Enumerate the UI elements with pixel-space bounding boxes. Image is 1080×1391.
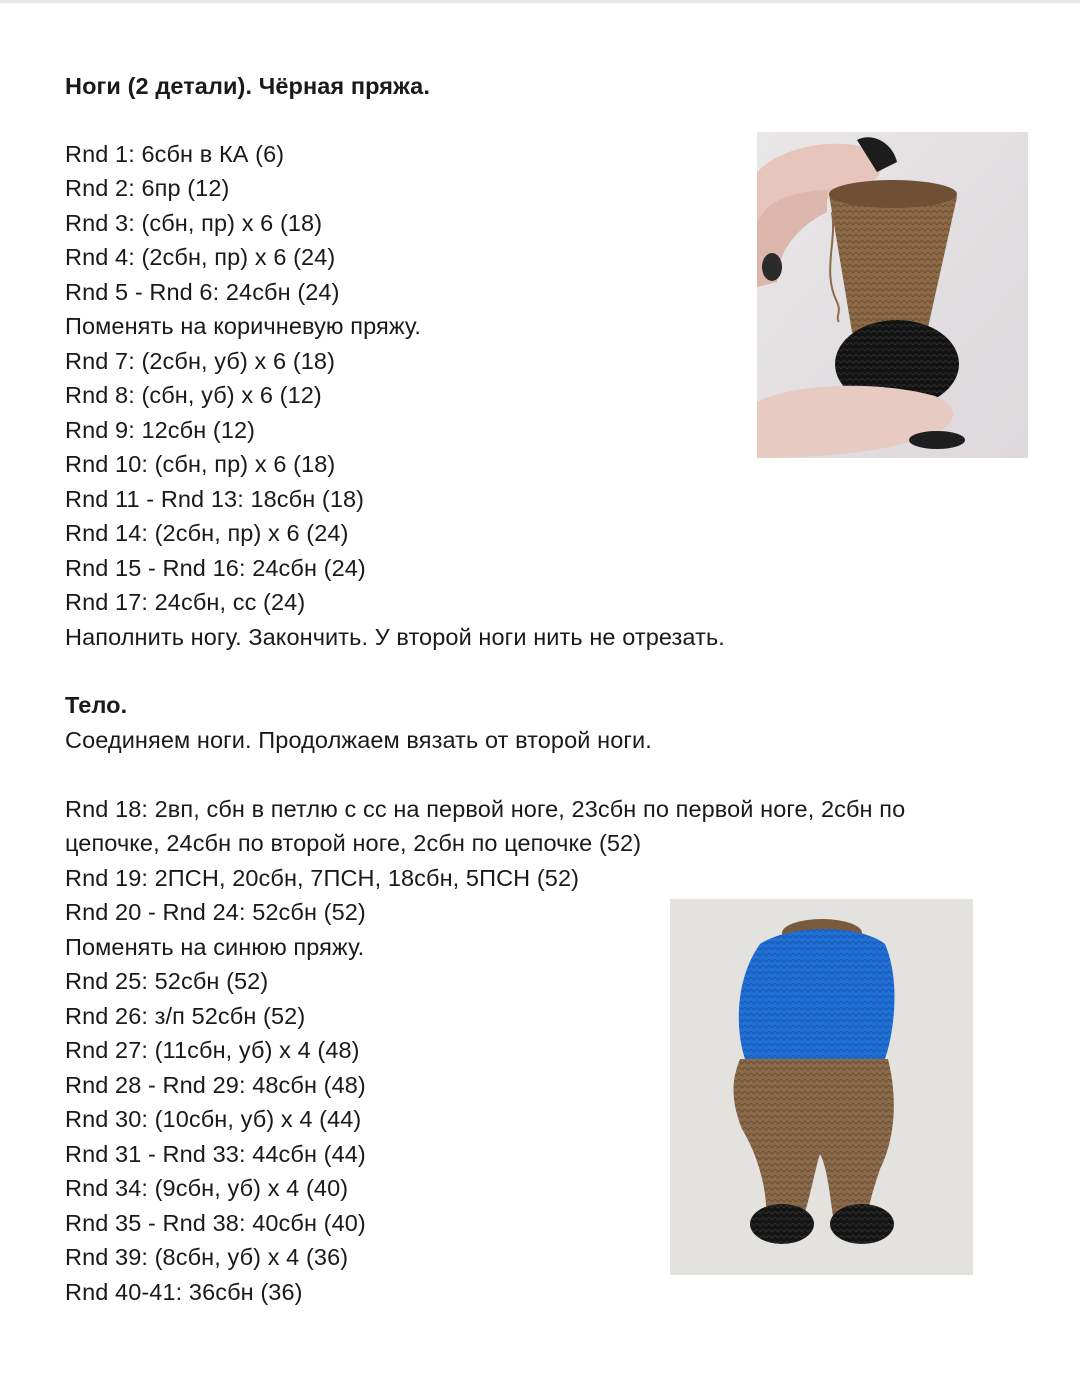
body-row: Rnd 34: (9сбн, уб) х 4 (40) [65, 1175, 349, 1201]
legs-row: Поменять на коричневую пряжу. [65, 313, 422, 339]
body-row: Rnd 35 - Rnd 38: 40сбн (40) [65, 1210, 366, 1236]
body-row: Поменять на синюю пряжу. [65, 934, 365, 960]
body-row: Rnd 31 - Rnd 33: 44сбн (44) [65, 1141, 366, 1167]
leg-photo [757, 132, 1028, 458]
body-row: Rnd 26: з/п 52сбн (52) [65, 1003, 306, 1029]
body-row: Rnd 27: (11сбн, уб) х 4 (48) [65, 1037, 360, 1063]
body-row: Rnd 39: (8сбн, уб) х 4 (36) [65, 1244, 349, 1270]
body-photo [670, 899, 973, 1275]
legs-row: Rnd 17: 24сбн, сс (24) [65, 589, 306, 615]
body-row: цепочке, 24сбн по второй ноге, 2сбн по цепочке (52) [65, 830, 642, 856]
body-row: Rnd 18: 2вп, сбн в петлю с сс на первой ноге, 23сбн по первой ноге, 2сбн по [65, 796, 906, 822]
body-intro: Соединяем ноги. Продолжаем вязать от второй ноги. [65, 727, 652, 753]
body-row: Rnd 30: (10сбн, уб) х 4 (44) [65, 1106, 362, 1132]
page-top-edge [0, 0, 1080, 3]
legs-row: Rnd 9: 12сбн (12) [65, 417, 256, 443]
legs-row: Rnd 5 - Rnd 6: 24сбн (24) [65, 279, 340, 305]
legs-row: Rnd 3: (сбн, пр) х 6 (18) [65, 210, 323, 236]
body-row: Rnd 19: 2ПСН, 20сбн, 7ПСН, 18сбн, 5ПСН (52) [65, 865, 580, 891]
legs-row: Rnd 2: 6пр (12) [65, 175, 230, 201]
legs-row: Наполнить ногу. Закончить. У второй ноги нить не отрезать. [65, 624, 725, 650]
body-row: Rnd 28 - Rnd 29: 48сбн (48) [65, 1072, 366, 1098]
legs-row: Rnd 8: (сбн, уб) х 6 (12) [65, 382, 322, 408]
legs-row: Rnd 7: (2сбн, уб) х 6 (18) [65, 348, 336, 374]
legs-section-title: Ноги (2 детали). Чёрная пряжа. [65, 73, 430, 99]
legs-row: Rnd 11 - Rnd 13: 18сбн (18) [65, 486, 365, 512]
body-row: Rnd 40-41: 36сбн (36) [65, 1279, 303, 1305]
body-row: Rnd 20 - Rnd 24: 52сбн (52) [65, 899, 366, 925]
body-section-title: Тело. [65, 692, 128, 718]
legs-row: Rnd 15 - Rnd 16: 24сбн (24) [65, 555, 366, 581]
legs-row: Rnd 14: (2сбн, пр) х 6 (24) [65, 520, 349, 546]
legs-row: Rnd 4: (2сбн, пр) х 6 (24) [65, 244, 336, 270]
body-row: Rnd 25: 52сбн (52) [65, 968, 269, 994]
legs-row: Rnd 1: 6сбн в КА (6) [65, 141, 285, 167]
legs-row: Rnd 10: (сбн, пр) х 6 (18) [65, 451, 336, 477]
